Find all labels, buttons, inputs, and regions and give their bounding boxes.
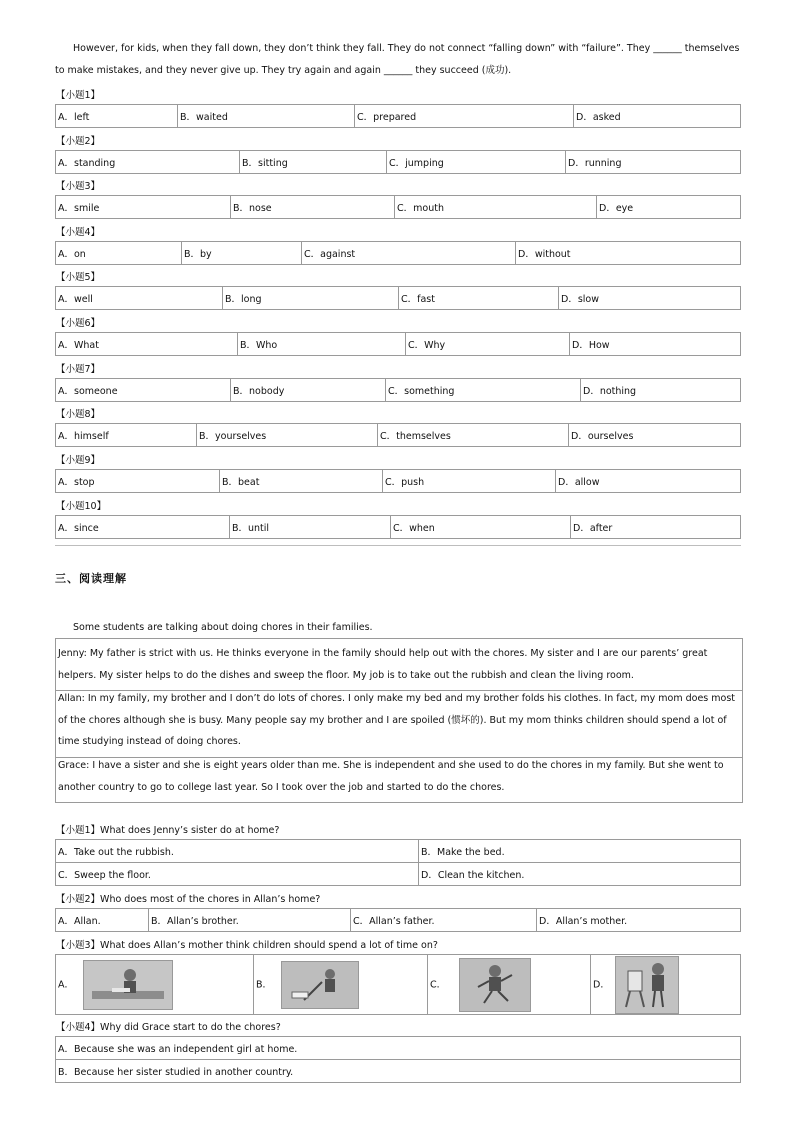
- boy-studying-icon: [83, 960, 173, 1010]
- boy-sweeping-icon: [281, 961, 359, 1009]
- cloze-q1-option-d[interactable]: D．asked: [574, 105, 741, 128]
- cloze-q7-option-d[interactable]: D．nothing: [581, 379, 741, 402]
- cloze-q1-options: [55, 104, 741, 128]
- cloze-q10-options: [55, 515, 741, 539]
- cloze-q3-option-d[interactable]: D．eye: [597, 196, 741, 219]
- cloze-q8-options: [55, 423, 741, 447]
- cloze-q3-option-c[interactable]: C．mouth: [395, 196, 597, 219]
- reading-paragraph-grace: Grace: I have a sister and she is eight years older than me. She is independent and she used to do the chores in my family. But she went to another country to go to college last year. So I took over the job and started to do the chores.: [55, 751, 743, 803]
- cloze-q1-label: 【小题1】: [56, 90, 101, 101]
- cloze-q2-option-d[interactable]: D．running: [566, 151, 741, 174]
- reading-q1-option-d[interactable]: D．Clean the kitchen.: [419, 863, 741, 886]
- reading-q4-options: [55, 1036, 741, 1083]
- cloze-q1-option-b[interactable]: B．waited: [178, 105, 355, 128]
- cloze-q4-options: [55, 241, 741, 265]
- reading-q2-question: 【小题2】Who does most of the chores in Allan’s home?: [56, 894, 321, 905]
- reading-q3-option-d-label: D．: [593, 979, 610, 990]
- reading-q2-option-c[interactable]: C．Allan’s father.: [351, 909, 537, 932]
- cloze-q6-label: 【小题6】: [56, 318, 101, 329]
- reading-q3-option-a-label: A．: [58, 979, 74, 990]
- cloze-q4-option-a[interactable]: A．on: [56, 242, 182, 265]
- reading-q3-option-b-label: B．: [256, 979, 273, 990]
- reading-q1-options: [55, 839, 741, 886]
- cloze-q10-option-d[interactable]: D．after: [571, 516, 741, 539]
- cloze-q2-option-a[interactable]: A．standing: [56, 151, 240, 174]
- cloze-q7-label: 【小题7】: [56, 364, 101, 375]
- boy-painting-icon: [615, 956, 679, 1014]
- cloze-q1-option-a[interactable]: A．left: [56, 105, 178, 128]
- reading-q2-option-a[interactable]: A．Allan.: [56, 909, 149, 932]
- cloze-q3-label: 【小题3】: [56, 181, 101, 192]
- section-divider: [55, 545, 741, 546]
- reading-q2-option-b[interactable]: B．Allan’s brother.: [149, 909, 351, 932]
- cloze-q9-option-d[interactable]: D．allow: [556, 470, 741, 493]
- cloze-passage: However, for kids, when they fall down, they don’t think they fall. They do not connect “falling down” with “failure”. They ______ themselves to make mistakes, and they never give up. They try again and again ______ they succeed (成功).: [55, 43, 740, 76]
- reading-q3-option-c-label: C．: [430, 979, 447, 990]
- reading-q3-option-c[interactable]: [428, 955, 591, 1015]
- cloze-q8-option-a[interactable]: A．himself: [56, 424, 197, 447]
- cloze-q7-option-b[interactable]: B．nobody: [231, 379, 386, 402]
- cloze-q6-option-b[interactable]: B．Who: [238, 333, 406, 356]
- reading-intro: Some students are talking about doing chores in their families.: [73, 622, 373, 633]
- boy-running-icon: [459, 958, 531, 1012]
- cloze-q10-option-c[interactable]: C．when: [391, 516, 571, 539]
- cloze-q6-option-a[interactable]: A．What: [56, 333, 238, 356]
- cloze-q6-option-c[interactable]: C．Why: [406, 333, 570, 356]
- cloze-q9-option-a[interactable]: A．stop: [56, 470, 220, 493]
- cloze-q5-option-b[interactable]: B．long: [223, 287, 399, 310]
- cloze-q7-options: [55, 378, 741, 402]
- cloze-q2-option-b[interactable]: B．sitting: [240, 151, 387, 174]
- reading-q2-options: [55, 908, 741, 932]
- cloze-q3-option-b[interactable]: B．nose: [231, 196, 395, 219]
- cloze-q9-label: 【小题9】: [56, 455, 101, 466]
- cloze-q4-label: 【小题4】: [56, 227, 101, 238]
- reading-q1-option-c[interactable]: C．Sweep the floor.: [56, 863, 419, 886]
- cloze-q7-option-a[interactable]: A．someone: [56, 379, 231, 402]
- cloze-q10-label: 【小题10】: [56, 501, 107, 512]
- cloze-q4-option-c[interactable]: C．against: [302, 242, 516, 265]
- reading-paragraph-allan: Allan: In my family, my brother and I don’t do lots of chores. I only make my bed and my brother folds his clothes. In fact, my mom does most of the chores although she is busy. Many people say my brother and I are spoiled (惯坏的). But my mom thinks children should spend a lot of time studying instead of doing chores.: [55, 684, 743, 758]
- reading-q1-option-a[interactable]: A．Take out the rubbish.: [56, 840, 419, 863]
- cloze-q9-option-b[interactable]: B．beat: [220, 470, 383, 493]
- cloze-q2-options: [55, 150, 741, 174]
- cloze-q8-option-c[interactable]: C．themselves: [378, 424, 569, 447]
- reading-q2-option-d[interactable]: D．Allan’s mother.: [537, 909, 741, 932]
- cloze-q5-label: 【小题5】: [56, 272, 101, 283]
- cloze-q5-option-d[interactable]: D．slow: [559, 287, 741, 310]
- cloze-q5-option-c[interactable]: C．fast: [399, 287, 559, 310]
- reading-q3-question: 【小题3】What does Allan’s mother think children should spend a lot of time on?: [56, 940, 438, 951]
- reading-q4-option-b[interactable]: B．Because her sister studied in another country.: [56, 1060, 741, 1083]
- reading-paragraph-jenny: Jenny: My father is strict with us. He thinks everyone in the family should help out with the chores. My sister and I are our parents’ great helpers. My sister helps to do the dishes and sweep the floor. My job is to take out the rubbish and clean the living room.: [55, 638, 743, 691]
- section-title: 三、阅读理解: [55, 572, 127, 585]
- cloze-q3-option-a[interactable]: A．smile: [56, 196, 231, 219]
- reading-q4-question: 【小题4】Why did Grace start to do the chores?: [56, 1022, 281, 1033]
- cloze-q6-option-d[interactable]: D．How: [570, 333, 741, 356]
- cloze-q8-label: 【小题8】: [56, 409, 101, 420]
- cloze-q9-option-c[interactable]: C．push: [383, 470, 556, 493]
- cloze-q4-option-b[interactable]: B．by: [182, 242, 302, 265]
- cloze-q10-option-b[interactable]: B．until: [230, 516, 391, 539]
- cloze-q2-label: 【小题2】: [56, 136, 101, 147]
- cloze-q1-option-c[interactable]: C．prepared: [355, 105, 574, 128]
- reading-q3-option-d[interactable]: [591, 955, 741, 1015]
- cloze-q3-options: [55, 195, 741, 219]
- cloze-q6-options: [55, 332, 741, 356]
- cloze-q8-option-d[interactable]: D．ourselves: [569, 424, 741, 447]
- reading-q3-option-b[interactable]: [254, 955, 428, 1015]
- cloze-q7-option-c[interactable]: C．something: [386, 379, 581, 402]
- cloze-q5-option-a[interactable]: A．well: [56, 287, 223, 310]
- cloze-q10-option-a[interactable]: A．since: [56, 516, 230, 539]
- cloze-q2-option-c[interactable]: C．jumping: [387, 151, 566, 174]
- cloze-q4-option-d[interactable]: D．without: [516, 242, 741, 265]
- reading-q3-option-a[interactable]: [56, 955, 254, 1015]
- reading-q4-option-a[interactable]: A．Because she was an independent girl at home.: [56, 1037, 741, 1060]
- cloze-q9-options: [55, 469, 741, 493]
- cloze-q8-option-b[interactable]: B．yourselves: [197, 424, 378, 447]
- reading-q1-question: 【小题1】What does Jenny’s sister do at home?: [56, 825, 280, 836]
- reading-q3-options: [55, 954, 741, 1015]
- cloze-q5-options: [55, 286, 741, 310]
- reading-q1-option-b[interactable]: B．Make the bed.: [419, 840, 741, 863]
